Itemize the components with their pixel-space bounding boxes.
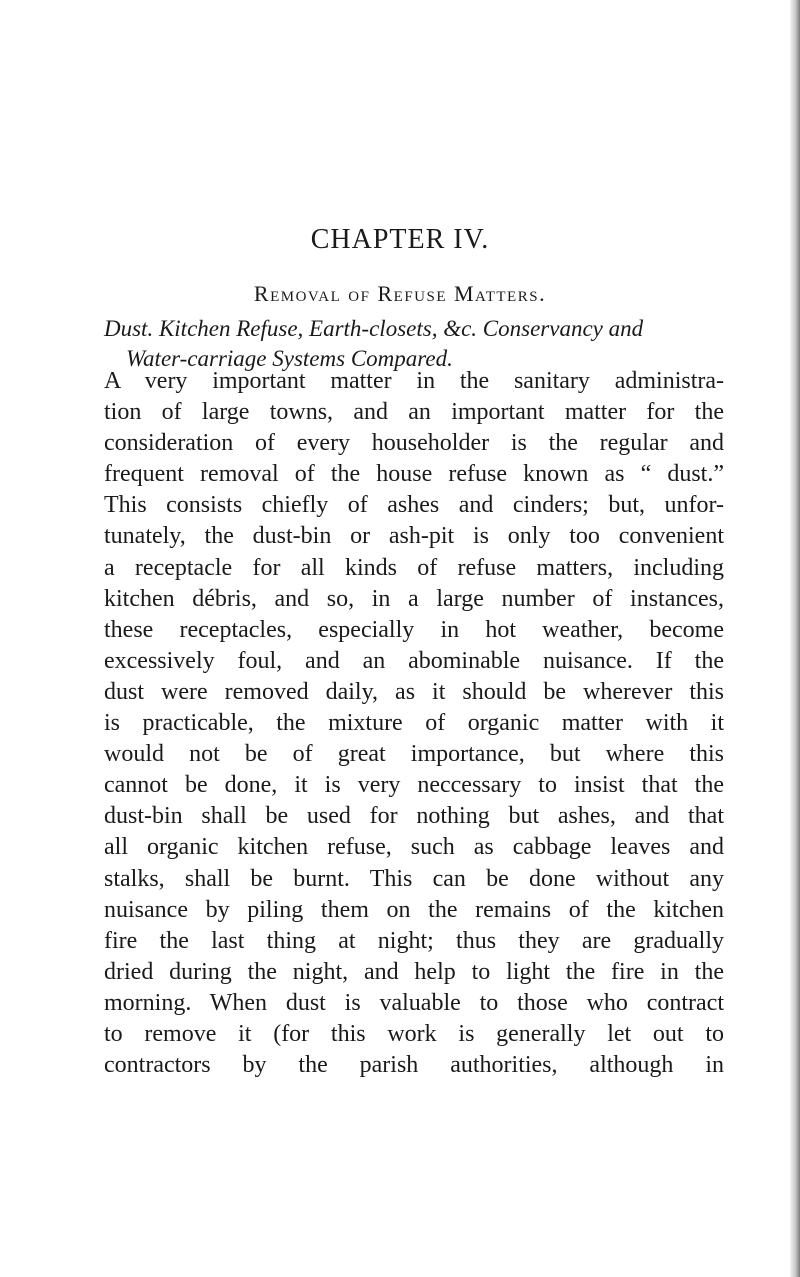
body-paragraph [104, 366, 724, 1081]
text-line: tion of large towns, and an important matter for the [104, 399, 724, 426]
subtitle-line-2: Water-carriage Systems Compared. [126, 346, 453, 371]
text-line: stalks, shall be burnt. This can be done without any [104, 865, 724, 892]
text-line: cannot be done, it is very neccessary to insist that the [104, 772, 724, 799]
text-line: these receptacles, especially in hot weather, become [104, 616, 724, 643]
page-edge-shadow [790, 0, 800, 1277]
text-line: This consists chiefly of ashes and cinders; but, unfor- [104, 492, 724, 519]
text-line: tunately, the dust-bin or ash-pit is only too convenient [104, 523, 724, 550]
text-line: morning. When dust is valuable to those who contract [104, 989, 724, 1016]
text-line: nuisance by piling them on the remains of the kitchen [104, 896, 724, 923]
text-line: is practicable, the mixture of organic matter with it [104, 710, 724, 737]
chapter-subtitle [104, 314, 724, 374]
text-line: A very important matter in the sanitary administra- [104, 368, 724, 394]
text-line: consideration of every householder is the regular and [104, 430, 724, 457]
text-line: a receptacle for all kinds of refuse matters, including [104, 554, 724, 581]
text-line: dust-bin shall be used for nothing but ashes, and that [104, 803, 724, 830]
text-line: contractors by the parish authorities, although in [104, 1052, 724, 1079]
text-line: frequent removal of the house refuse known as “ dust.” [104, 461, 724, 488]
text-line: to remove it (for this work is generally let out to [104, 1020, 724, 1047]
section-title: Removal of Refuse Matters. [253, 281, 547, 306]
text-line: kitchen débris, and so, in a large number of instances, [104, 585, 724, 612]
text-line: dust were removed daily, as it should be wherever this [104, 678, 724, 705]
text-line: dried during the night, and help to light the fire in the [104, 958, 724, 985]
subtitle-line-1: Dust. Kitchen Refuse, Earth-closets, &c. Conservancy and [104, 316, 644, 341]
text-line: would not be of great importance, but where this [104, 741, 724, 768]
text-line: fire the last thing at night; thus they are gradually [104, 927, 724, 954]
chapter-title: CHAPTER IV. [310, 224, 490, 255]
text-line: all organic kitchen refuse, such as cabbage leaves and [104, 834, 724, 861]
text-line: excessively foul, and an abominable nuisance. If the [104, 647, 724, 674]
